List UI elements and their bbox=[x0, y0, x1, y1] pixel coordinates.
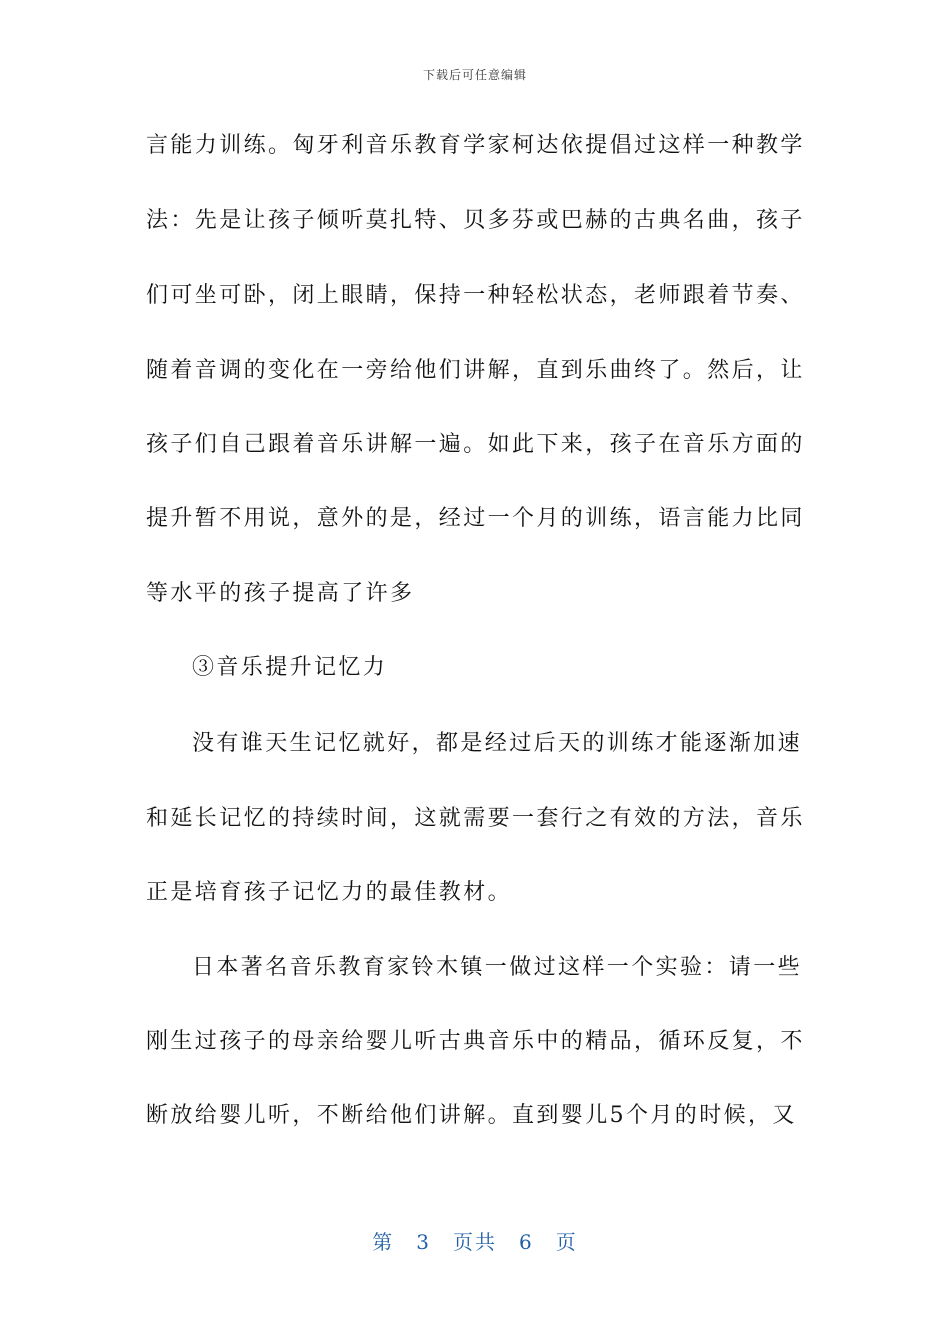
footer-page-number: 3 bbox=[416, 1230, 431, 1254]
footer-total-pages: 6 bbox=[519, 1230, 534, 1254]
text-line: 随着音调的变化在一旁给他们讲解，直到乐曲终了。然后，让 bbox=[146, 358, 805, 383]
footer-ye: 页 bbox=[453, 1230, 475, 1254]
text-line: 言能力训练。匈牙利音乐教育学家柯达依提倡过这样一种教学 bbox=[146, 133, 805, 158]
paragraph-first-line: 没有谁天生记忆就好，都是经过后天的训练才能逐渐加速 bbox=[192, 731, 803, 756]
text-line: 孩子们自己跟着音乐讲解一遍。如此下来，孩子在音乐方面的 bbox=[146, 432, 805, 457]
section-heading: ③音乐提升记忆力 bbox=[192, 655, 388, 680]
page-footer bbox=[0, 1226, 950, 1255]
text-line: 们可坐可卧，闭上眼睛，保持一种轻松状态，老师跟着节奏、 bbox=[146, 283, 805, 308]
footer-ye2: 页 bbox=[555, 1230, 578, 1254]
text-line: 刚生过孩子的母亲给婴儿听古典音乐中的精品，循环反复，不 bbox=[146, 1029, 805, 1054]
text-line: 断放给婴儿听，不断给他们讲解。直到婴儿5个月的时候，又 bbox=[146, 1103, 797, 1128]
page-header: 下载后可任意编辑 bbox=[422, 68, 527, 82]
text-line: 法：先是让孩子倾听莫扎特、贝多芬或巴赫的古典名曲，孩子 bbox=[146, 208, 805, 233]
text-line: 正是培育孩子记忆力的最佳教材。 bbox=[146, 880, 513, 905]
text-line: 和延长记忆的持续时间，这就需要一套行之有效的方法，音乐 bbox=[146, 806, 805, 831]
footer-di: 第 bbox=[372, 1230, 395, 1254]
paragraph-first-line: 日本著名音乐教育家铃木镇一做过这样一个实验：请一些 bbox=[192, 955, 803, 980]
text-line: 提升暂不用说，意外的是，经过一个月的训练，语言能力比同 bbox=[146, 506, 805, 531]
footer-gong: 共 bbox=[475, 1230, 497, 1254]
text-line: 等水平的孩子提高了许多 bbox=[146, 581, 415, 606]
